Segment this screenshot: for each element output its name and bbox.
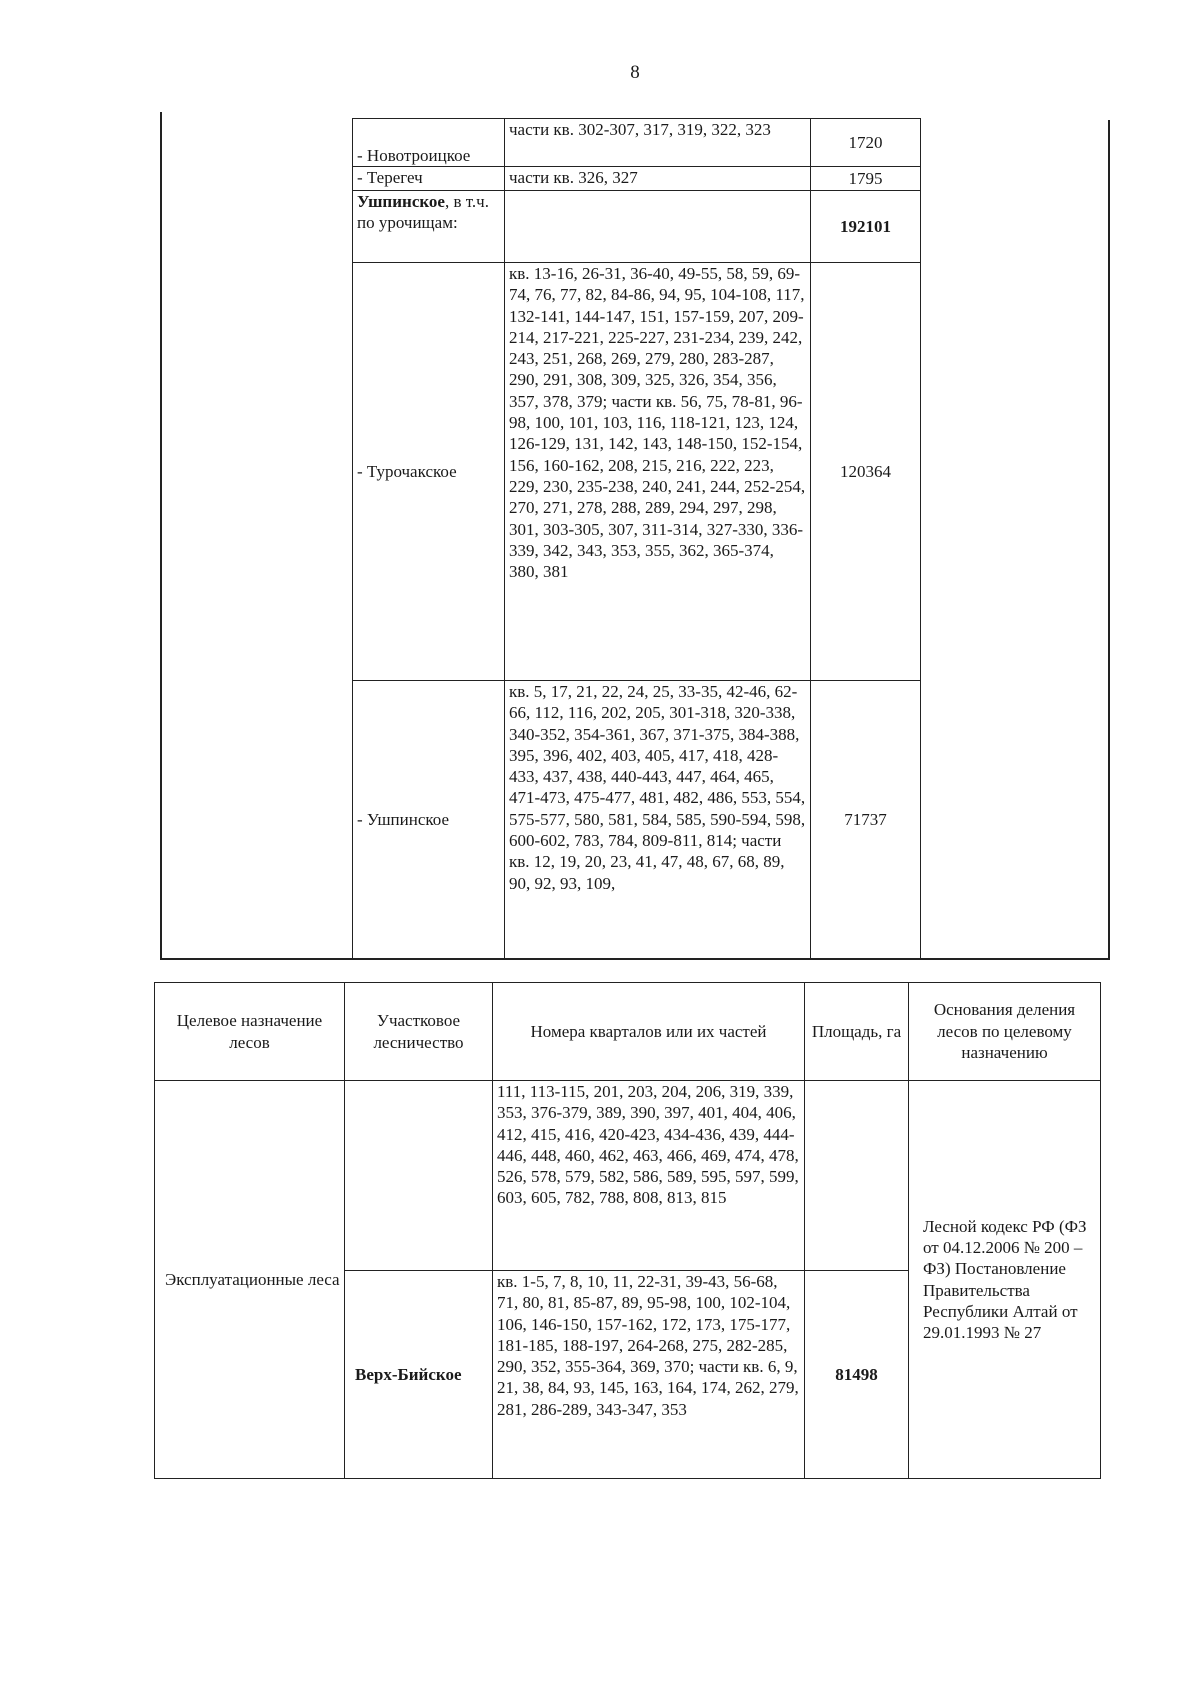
header-basis: Основания деления лесов по целевому назначению <box>909 983 1101 1081</box>
basis-cell: Лесной кодекс РФ (ФЗ от 04.12.2006 № 200 – ФЗ) Постановление Правительства Республики Алтай от 29.01.1993 № 27 <box>909 1081 1101 1479</box>
purpose-cell: Эксплуатационные леса <box>155 1081 345 1479</box>
table-row <box>353 681 921 959</box>
area-value: 1720 <box>811 119 921 167</box>
forestry-name: - Турочакское <box>353 263 505 681</box>
forestry-name: - Ушпинское <box>353 681 505 959</box>
header-quarters: Номера кварталов или их частей <box>493 983 805 1081</box>
quarter-numbers: 111, 113-115, 201, 203, 204, 206, 319, 339, 353, 376-379, 389, 390, 397, 401, 404, 406, 412, 415, 416, 420-423, 434-436, 439, 444-446, 448, 460, 462, 463, 466, 469, 474, 478, 526, 578, 579, 582, 586, 589, 595, 597, 599, 603, 605, 782, 788, 808, 813, 815 <box>493 1081 805 1271</box>
area-cell <box>805 1081 909 1271</box>
forestry-name: - Терегеч <box>353 167 505 191</box>
header-forestry: Участковое лесничество <box>345 983 493 1081</box>
table-row <box>353 119 921 167</box>
forestry-name: - Новотроицкое <box>353 119 505 167</box>
page-number: 8 <box>630 62 640 83</box>
quarter-numbers <box>505 191 811 263</box>
table-row <box>155 1081 1101 1271</box>
quarter-numbers: кв. 13-16, 26-31, 36-40, 49-55, 58, 59, 69-74, 76, 77, 82, 84-86, 94, 95, 104-108, 117, 132-141, 144-147, 151, 157-159, 207, 209-214, 217-221, 225-227, 231-234, 239, 242, 243, 251, 268, 269, 279, 280, 283-287, 290, 291, 308, 309, 325, 326, 354, 356, 357, 378, 379; части кв. 56, 75, 78-81, 96-98, 100, 101, 103, 116, 118-121, 123, 124, 126-129, 131, 142, 143, 148-150, 152-154, 156, 160-162, 208, 215, 216, 222, 223, 229, 230, 235-238, 240, 241, 244, 252-254, 270, 271, 278, 288, 289, 294, 297, 298, 301, 303-305, 307, 311-314, 327-330, 336-339, 342, 343, 353, 355, 362, 365-374, 380, 381 <box>505 263 811 681</box>
quarter-numbers: части кв. 326, 327 <box>505 167 811 191</box>
table1 <box>352 118 921 959</box>
forestry-name: Ушпинское, в т.ч. по урочищам: <box>353 191 505 263</box>
quarter-numbers: части кв. 302-307, 317, 319, 322, 323 <box>505 119 811 167</box>
table1-outer-right-border <box>1108 120 1110 960</box>
table-row <box>353 191 921 263</box>
forestry-cell: Верх-Бийское <box>345 1271 493 1479</box>
area-value: 71737 <box>811 681 921 959</box>
forestry-name-bold: Ушпинское <box>357 192 445 211</box>
header-purpose: Целевое назначение лесов <box>155 983 345 1081</box>
table1-outer-left-border <box>160 112 162 958</box>
table2 <box>154 982 1101 1479</box>
quarter-numbers: кв. 5, 17, 21, 22, 24, 25, 33-35, 42-46, 62-66, 112, 116, 202, 205, 301-318, 320-338, 340-352, 354-361, 367, 371-375, 384-388, 395, 396, 402, 403, 405, 417, 418, 428-433, 437, 438, 440-443, 447, 464, 465, 471-473, 475-477, 481, 482, 486, 553, 554, 575-577, 580, 581, 584, 585, 590-594, 598, 600-602, 783, 784, 809-811, 814; части кв. 12, 19, 20, 23, 41, 47, 48, 67, 68, 89, 90, 92, 93, 109, <box>505 681 811 959</box>
area-value: 120364 <box>811 263 921 681</box>
area-value: 1795 <box>811 167 921 191</box>
forestry-cell <box>345 1081 493 1271</box>
area-value: 81498 <box>805 1271 909 1479</box>
table-header-row <box>155 983 1101 1081</box>
quarter-numbers: кв. 1-5, 7, 8, 10, 11, 22-31, 39-43, 56-68, 71, 80, 81, 85-87, 89, 95-98, 100, 102-104, 106, 146-150, 157-162, 172, 173, 175-177, 181-185, 188-197, 264-268, 275, 282-285, 290, 352, 355-364, 369, 370; части кв. 6, 9, 21, 38, 84, 93, 145, 163, 164, 174, 262, 279, 281, 286-289, 343-347, 353 <box>493 1271 805 1479</box>
area-value: 192101 <box>811 191 921 263</box>
table-row <box>353 167 921 191</box>
table-row <box>353 263 921 681</box>
header-area: Площадь, га <box>805 983 909 1081</box>
